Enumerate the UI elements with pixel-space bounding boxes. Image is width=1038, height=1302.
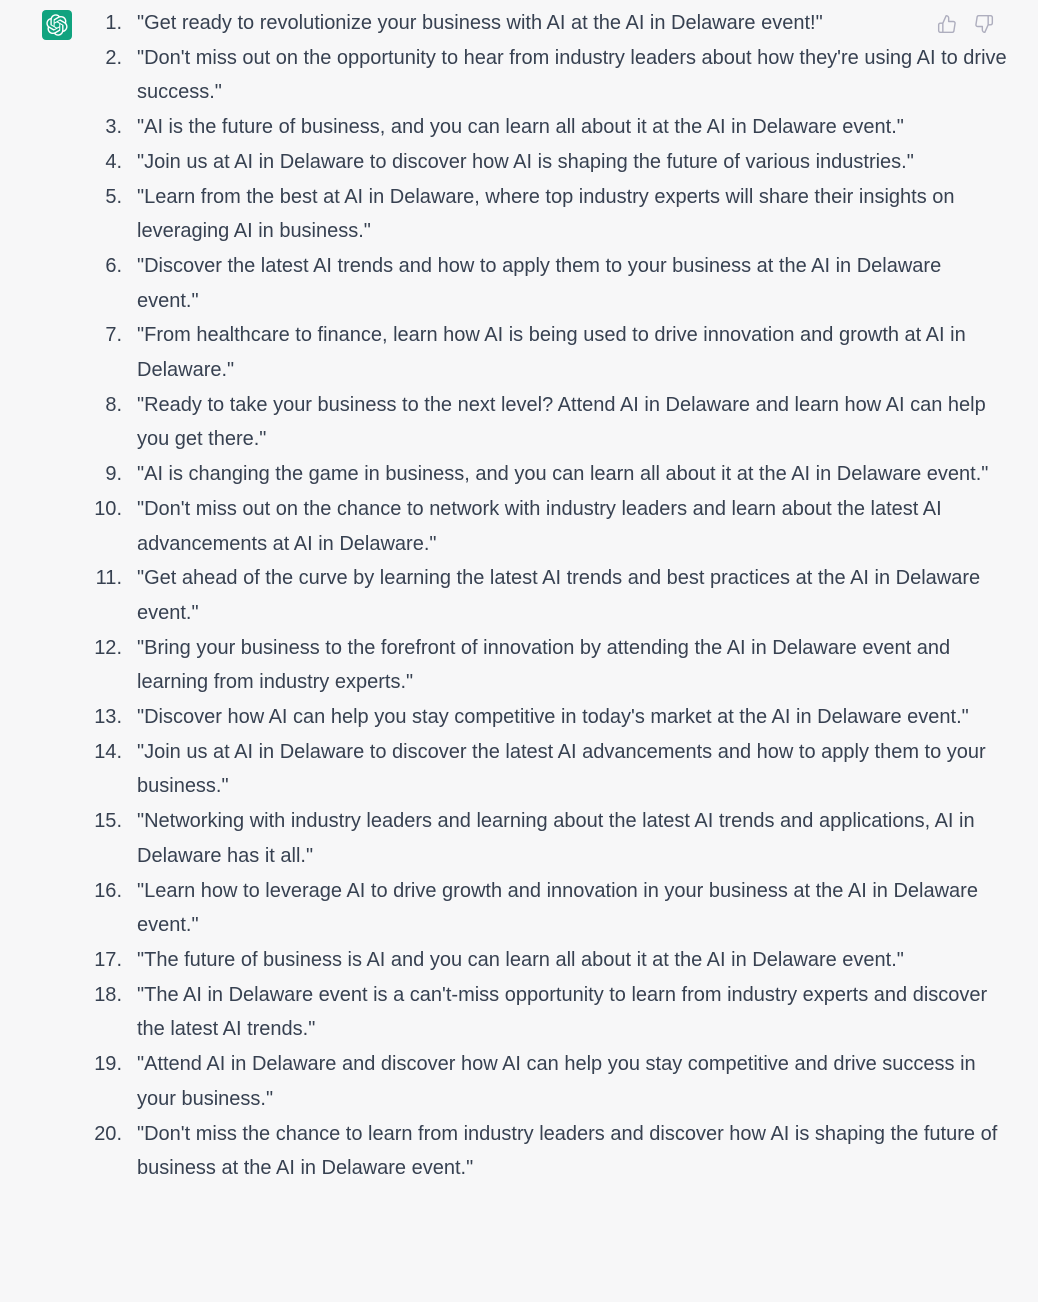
list-item: "Join us at AI in Delaware to discover how AI is shaping the future of various industries." xyxy=(137,150,914,173)
list-item: "Don't miss the chance to learn from industry leaders and discover how AI is shaping the future of business at the AI in Delaware event." xyxy=(137,1122,998,1180)
list-item: "The AI in Delaware event is a can't-miss opportunity to learn from industry experts and discover the latest AI trends." xyxy=(137,983,988,1041)
list-item: "Networking with industry leaders and learning about the latest AI trends and applications, AI in Delaware has it all." xyxy=(137,810,975,867)
list-item: "The future of business is AI and you can learn all about it at the AI in Delaware event." xyxy=(137,948,904,971)
list-item: "From healthcare to finance, learn how AI is being used to drive innovation and growth at AI in Delaware." xyxy=(137,324,966,382)
tagline-list xyxy=(0,6,1007,1186)
list-item: "Get ahead of the curve by learning the latest AI trends and best practices at the AI in Delaware event." xyxy=(137,567,981,624)
list-item: "Get ready to revolutionize your business with AI at the AI in Delaware event!" xyxy=(137,12,823,34)
thumbs-down-icon xyxy=(974,14,994,34)
list-item: "Discover the latest AI trends and how to apply them to your business at the AI in Delaware event." xyxy=(137,254,942,312)
list-item: "Don't miss out on the chance to network with industry leaders and learn about the latest AI advancements at AI in Delaware." xyxy=(137,497,942,555)
list-item: "Learn how to leverage AI to drive growth and innovation in your business at the AI in Delaware event." xyxy=(137,879,978,937)
list-item: "Discover how AI can help you stay competitive in today's market at the AI in Delaware event." xyxy=(137,706,969,729)
list-item: "AI is changing the game in business, and you can learn all about it at the AI in Delaware event." xyxy=(137,463,989,486)
list-item: "AI is the future of business, and you can learn all about it at the AI in Delaware event." xyxy=(137,116,904,139)
thumbs-up-icon xyxy=(937,14,957,34)
list-item: "Don't miss out on the opportunity to hear from industry leaders about how they're using AI to drive success." xyxy=(137,46,1007,104)
list-item: "Attend AI in Delaware and discover how AI can help you stay competitive and drive success in your business." xyxy=(137,1053,976,1110)
list-item: "Join us at AI in Delaware to discover the latest AI advancements and how to apply them to your business." xyxy=(137,740,986,798)
list-item: "Bring your business to the forefront of innovation by attending the AI in Delaware event and learning from industry experts." xyxy=(137,636,951,694)
thumbs-down-button[interactable] xyxy=(973,13,995,35)
list-item: "Learn from the best at AI in Delaware, where top industry experts will share their insights on leveraging AI in business." xyxy=(137,185,955,243)
list-item: "Ready to take your business to the next level? Attend AI in Delaware and learn how AI can help you get there." xyxy=(137,393,986,451)
message-actions xyxy=(936,13,995,35)
thumbs-up-button[interactable] xyxy=(936,13,958,35)
